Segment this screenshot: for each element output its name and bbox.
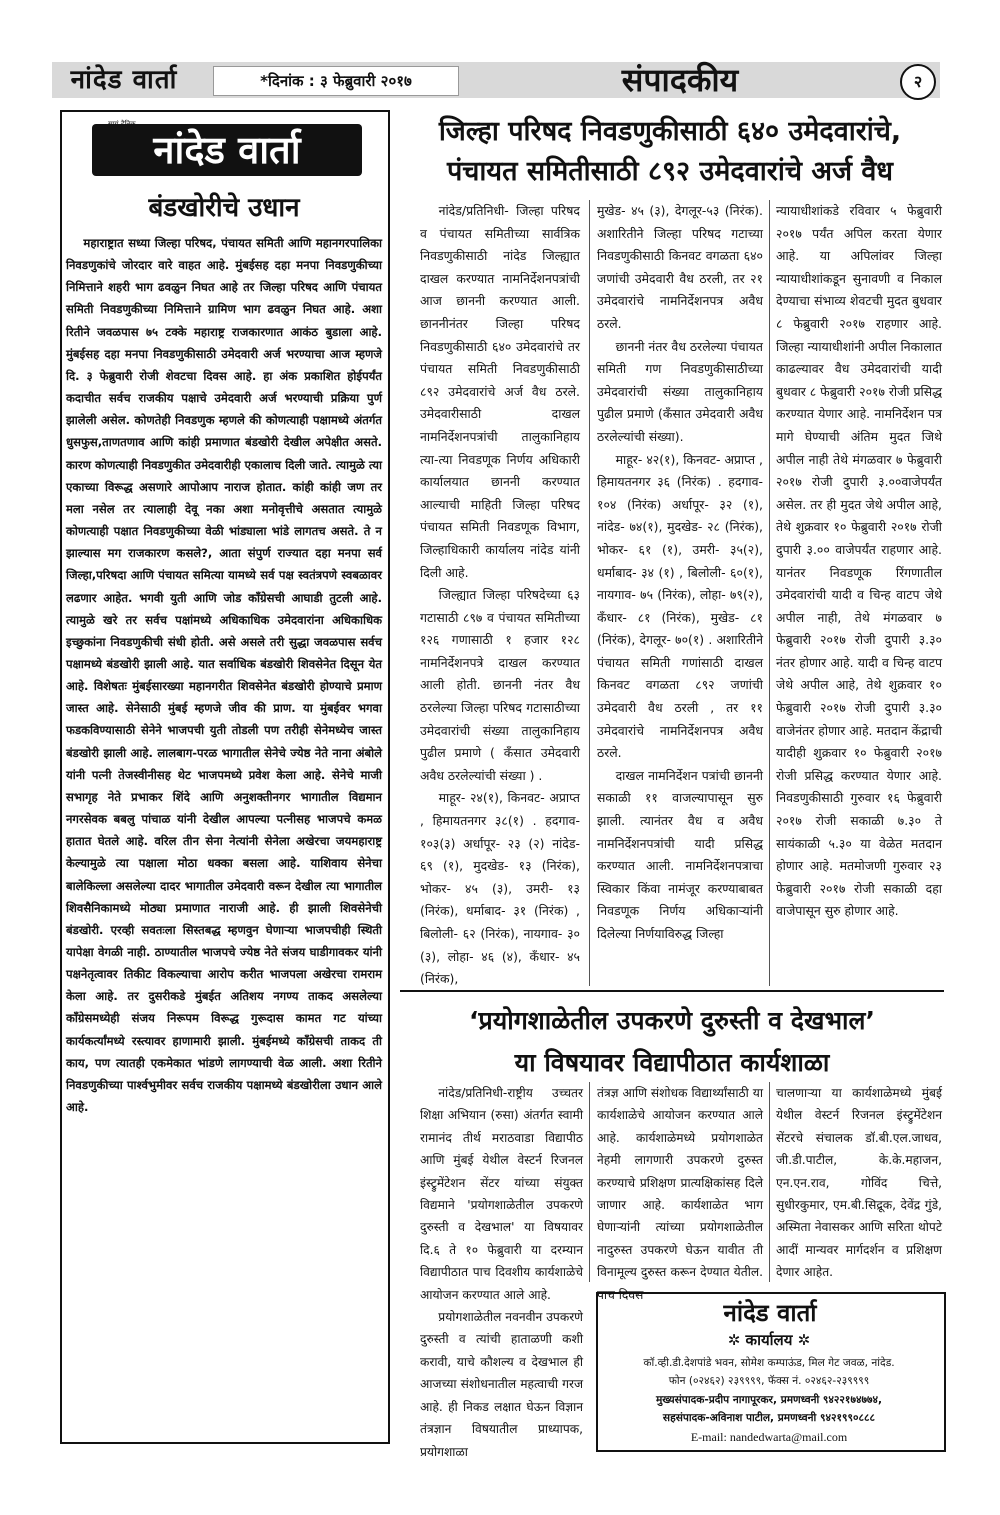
story2-headline-line2: या विषयावर विद्यापीठात कार्यशाळा — [514, 1048, 830, 1077]
section-title: संपादकीय — [621, 61, 739, 99]
office-email[interactable]: E-mail: nandedwarta@mail.com — [690, 1429, 848, 1444]
story1-paragraph: माहूर- ४२(१), किनवट- अप्राप्त , हिमायतनगर ३६ (निरंक) . हदगाव- १०४ (निरंक) अर्धापूर- ३२ (१), नांदेड- ७४(१), मुदखेड- २८ (निरंक), भोकर- ६१ (१), उमरी- ३५(२), धर्माबाद- ३४ (१) , बिलोली- ६०(१), नायगाव- ७५ (निरंक), लोहा- ७९(२), कँधार- ८१ (निरंक), मुखेड- ८१ (निरंक), देगलूर- ७०(१) . अशारितीने पंचायत समिती गणांसाठी दाखल किनवट वगळता ८९२ जणांची उमेदवारी वैध ठरली , तर ११ उमेदवारांचे नामनिर्देशनपत्र अवैध ठरले. — [597, 451, 763, 761]
column-divider — [589, 200, 590, 986]
story1-paragraph: दाखल नामनिर्देशन पत्रांची छाननी सकाळी ११ वाजल्यापासून सुरु झाली. त्यानंतर वैध व अवैध नामनिर्देशनपत्रांची यादी प्रसिद्ध करण्यात आली. नामनिर्देशनपत्राचा स्विकार किंवा नामंजूर करण्याबाबत निवडणूक निर्णय अधिकाऱ्यांनी दिलेल्या निर्णयाविरुद्ध जिल्हा — [597, 767, 763, 941]
story1-paragraph: न्यायाधीशांकडे रविवार ५ फेब्रुवारी २०१७ पर्यंत अपिल करता येणार आहे. या अपिलांवर जिल्हा न्यायाधीशांकडून सुनावणी व निकाल देण्याचा संभाव्य शेवटची मुदत बुधवार ८ फेब्रुवारी २०१७ राहणार आहे. जिल्हा न्यायाधीशांनी अपील निकालात काढल्यावर वैध उमेदवारांची यादी बुधवार ८ फेब्रुवारी २०१७ रोजी प्रसिद्ध करण्यात येणार आहे. नामनिर्देशन पत्र मागे घेण्याची अंतिम मुदत जिथे अपील नाही तेथे मंगळवार ७ फेब्रुवारी २०१७ रोजी दुपारी ३.००वाजेपर्यंत असेल. तर ही मुदत जेथे अपील आहे, तेथे शुक्रवार १० फेब्रुवारी २०१७ रोजी दुपारी ३.०० वाजेपर्यंत राहणार आहे. यानंतर निवडणूक रिंगणातील उमेदवारांची यादी व चिन्ह वाटप जेथे अपील नाही, तेथे मंगळवार ७ फेब्रुवारी २०१७ रोजी दुपारी ३.३० नंतर होणार आहे. यादी व चिन्ह वाटप जेथे अपील आहे, तेथे शुक्रवार १० फेब्रुवारी २०१७ रोजी दुपारी ३.३० वाजेनंतर होणार आहे. मतदान केंद्राची यादीही शुक्रवार १० फेब्रुवारी २०१७ रोजी प्रसिद्ध करण्यात येणार आहे. निवडणुकीसाठी गुरुवार १६ फेब्रुवारी २०१७ रोजी सकाळी ७.३० ते सायंकाळी ५.३० या वेळेत मतदान होणार आहे. मतमोजणी गुरुवार २३ फेब्रुवारी २०१७ रोजी सकाळी दहा वाजेपासून सुरु होणार आहे. — [776, 203, 942, 919]
story1-paragraph: मुखेड- ४५ (३), देगलूर-५३ (निरंक). अशारितीने जिल्हा परिषद गटाच्या निवडणुकीसाठी किनवट वगळता ६४० जणांची उमेदवारी वैध ठरली, तर २१ उमेदवारांचे नामनिर्देशनपत्र अवैध ठरले. — [597, 203, 763, 331]
story1-column-1 — [420, 200, 580, 987]
story2-paragraph: प्रयोगशाळेतील नवनवीन उपकरणे दुरुस्ती व त्यांची हाताळणी कशी करावी, याचे कौशल्य व देखभाल ही आजच्या संशोधनातील महत्वाची गरज आहे. ही निकड लक्षात घेऊन विज्ञान तंत्रज्ञान विषयातील प्राध्यापक, प्रयोगशाळा — [420, 1310, 583, 1459]
story1-headline-line1: जिल्हा परिषद निवडणुकीसाठी ६४० उमेदवारांचे, — [438, 116, 902, 147]
story1-paragraph: जिल्ह्यात जिल्हा परिषदेच्या ६३ गटासाठी ८९७ व पंचायत समितीच्या १२६ गणासाठी १ हजार १२८ नामनिर्देशनपत्रे दाखल करण्यात आली होती. छाननी नंतर वैध ठरलेल्या जिल्हा परिषद गटासाठीच्या उमेदवारांची संख्या तालुकानिहाय पुढील प्रमाणे ( कँसात उमेदवारी अवैध ठरलेल्यांची संख्या ) . — [420, 587, 580, 783]
story2-paragraph: नांदेड/प्रतिनिधी-राष्ट्रीय उच्चतर शिक्षा अभियान (रुसा) अंतर्गत स्वामी रामानंद तीर्थ मराठवाडा विद्यापीठ आणि मुंबई येथील वेस्टर्न रिजनल इंस्ट्रुमेंटेशन सेंटर यांच्या संयुक्त विद्यमाने 'प्रयोगशाळेतील उपकरणे दुरुस्ती व देखभाल' या विषयावर दि.६ ते १० फेब्रुवारी या दरम्यान विद्यापीठात पाच दिवशीय कार्यशाळेचे आयोजन करण्यात आले आहे. — [420, 1086, 583, 1302]
story2-column-3 — [776, 1082, 942, 1282]
story2-headline-line1: ‘प्रयोगशाळेतील उपकरणे दुरुस्ती व देखभाल’ — [469, 1006, 875, 1035]
story1-headline-line2: पंचायत समितीसाठी ८९२ उमेदवारांचे अर्ज वैध — [446, 156, 894, 187]
office-details — [600, 1354, 938, 1446]
header-masthead: नांदेड वार्ता — [70, 65, 178, 95]
story1-paragraph: नांदेड/प्रतिनिधी- जिल्हा परिषद व पंचायत समितीच्या सार्वत्रिक निवडणुकीसाठी नांदेड जिल्ह्यात दाखल करण्यात नामनिर्देशनपत्रांची आज छाननी करण्यात आली. छाननीनंतर जिल्हा परिषद निवडणुकीसाठी ६४० उमेदवारांचे तर पंचायत समिती निवडणुकीसाठी ८९२ उमेदवारांचे अर्ज वैध ठरले. उमेदवारीसाठी दाखल नामनिर्देशनपत्रांची तालुकानिहाय त्या-त्या निवडणूक निर्णय अधिकारी कार्यालयात छाननी करण्यात आल्याची माहिती जिल्हा परिषद पंचायत समिती निवडणूक विभाग, जिल्हाधिकारी कार्यालय नांदेड यांनी दिली आहे. — [420, 203, 580, 580]
office-chief-editor: मुख्यसंपादक-प्रदीप नागापूरकर, प्रमणध्वनी ९४२२१७४७७४, — [655, 1393, 883, 1406]
story2-column-2 — [597, 1082, 763, 1302]
editorial-text: महाराष्ट्रात सध्या जिल्हा परिषद, पंचायत समिती आणि महानगरपालिका निवडणुकांचे जोरदार वारे वाहत आहे. मुंबईसह दहा मनपा निवडणुकीच्या निमित्ताने शहरी भाग ढवळुन निघत आहे तर जिल्हा परिषद आणि पंचायत समिती निवडणुकीच्या निमित्ताने ग्रामिण भाग ढवळुन निघत आहे. अशा रितीने जवळपास ७५ टक्के महाराष्ट्र राजकारणात आकंठ बुडाला आहे. मुंबईसह दहा मनपा निवडणुकीसाठी उमेदवारी अर्ज भरण्याचा आज म्हणजे दि. ३ फेब्रुवारी रोजी शेवटचा दिवस आहे. हा अंक प्रकाशित होईपर्यंत कदाचीत सर्वच राजकीय पक्षाचे उमेदवारी अर्ज भरण्याची प्रक्रिया पुर्ण झालेली असेल. कोणतेही निवडणुक म्हणले की कोणत्याही पक्षामध्ये अंतर्गत धुसफुस,ताणतणाव आणि कांही प्रमाणात बंडखोरी देखील अपेक्षीत असते. कारण कोणत्याही निवडणुकीत उमेदवारीही एकालाच दिली जाते. त्यामुळे त्या एकाच्या विरूद्ध असणारे आपोआप नाराज होतात. कांही कांही जण तर मला नसेल तर त्यालाही देवू नका अशा मनोवृत्तीचे असतात त्यामुळे कोणत्याही पक्षात निवडणुकीच्या वेळी भांड्याला भांडे लागतच असते. ते न झाल्यास मग राजकारण कसले?, आता संपुर्ण राज्यात दहा मनपा सर्व जिल्हा,परिषदा आणि पंचायत समित्या यामध्ये सर्व पक्ष स्वतंत्रपणे स्वबळावर लढणार आहेत. भगवी युती आणि जोड कॉंग्रेसची आघाडी तुटली आहे. त्यामुळे खरे तर सर्वच पक्षांमध्ये अधिकाधिक उमेदवारांना अधिकाधिक इच्छुकांना निवडणुकीची संधी होती. असे असले तरी सुद्धा जवळपास सर्वच पक्षामध्ये बंडखोरी झाली आहे. यात सर्वाधिक बंडखोरी शिवसेनेत दिसून येत आहे. विशेषतः मुंबईसारख्या महानगरीत शिवसेनेत बंडखोरी होण्याचे प्रमाण जास्त आहे. सेनेसाठी मुंबई म्हणजे जीव की प्राण. या मुंबईवर भगवा फडकविण्यासाठी सेनेने भाजपची युती तोडली पण तरीही सेनेमध्येच जास्त बंडखोरी झाली आहे. लालबाग-परळ भागातील सेनेचे ज्येष्ठ नेते नाना अंबोले यांनी पत्नी तेजस्वीनीसह थेट भाजपमध्ये प्रवेश केला आहे. सेनेचे माजी सभागृह नेते प्रभाकर शिंदे आणि अनुशक्तीनगर भागातील विद्यमान नगरसेवक बबलु पांचाळ यांनी देखील आपल्या पत्नीसह भाजपचे कमळ हातात घेतले आहे. वरिल तीन सेना नेत्यांनी सेनेला अखेरचा जयमहाराष्ट्र केल्यामुळे त्या पक्षाला मोठा धक्का बसला आहे. याशिवाय सेनेचा बालेकिल्ला असलेल्या दादर भागातील उमेदवारी वरून देखील त्या भागातील शिवसैनिकामध्ये मोठ्या प्रमाणात नाराजी आहे. ही झाली शिवसेनेची बंडखोरी. एरव्ही सवतःला सिस्तबद्ध म्हणवुन घेणाऱ्या भाजपचीही स्थिती यापेक्षा वेगळी नाही. ठाण्यातील भाजपचे ज्येष्ठ नेते संजय घाडीगावकर यांनी पक्षनेतृत्वावर तिकीट विकल्याचा आरोप करीत भाजपला अखेरचा रामराम केला आहे. तर दुसरीकडे मुंबईत अतिशय नगण्य ताकद असलेल्या कॉंग्रेसमध्येही संजय निरूपम विरूद्ध गुरूदास कामत गट यांच्या कार्यकर्त्यांमध्ये रस्त्यावर हाणामारी झाली. मुंबईमध्ये कॉंग्रेसची ताकद ती काय, पण त्यातही एकमेकात भांडणे लागण्याची वेळ आली. अशा रितीने निवडणुकीच्या पार्श्वभुमीवर सर्वच राजकीय पक्षामध्ये बंडखोरीला उधान आले आहे. — [66, 236, 382, 1115]
office-co-editor: सहसंपादक-अविनाश पाटील, प्रमणध्वनी ९४२१९९०८८८ — [662, 1412, 876, 1425]
office-phone: फोन (०२४६२) २३९९९९, फॅक्स नं. ०२४६२-२३९९९९ — [668, 1375, 870, 1388]
office-address: कॉ.व्ही.डी.देशपांडे भवन, सोमेश कम्पाऊंड, मिल गेट जवळ, नांदेड. — [643, 1357, 895, 1369]
story1-column-3 — [776, 200, 942, 980]
story-divider — [400, 990, 944, 992]
column-divider — [769, 200, 770, 986]
story2-headline — [400, 1000, 944, 1084]
story2-paragraph: तंत्रज्ञ आणि संशोधक विद्यार्थ्यांसाठी या कार्यशाळेचे आयोजन करण्यात आले आहे. कार्यशाळेमध्ये प्रयोगशाळेत नेहमी लागणारी उपकरणे दुरुस्त करण्याचे प्रशिक्षण प्रात्यक्षिकांसह दिले जाणार आहे. कार्यशाळेत भाग घेणाऱ्यांनी त्यांच्या प्रयोगशाळेतील नादुरुस्त उपकरणे घेऊन यावीत ती विनामूल्य दुरुस्त करून देण्यात येतील. पाच दिवस — [597, 1086, 763, 1302]
page-number: २ — [900, 64, 936, 100]
story1-paragraph: माहूर- २४(१), किनवट- अप्राप्त , हिमायतनगर ३८(१) . हदगाव- १०३(३) अर्धापूर- २३ (२) नांदेड- ६९ (१), मुदखेड- १३ (निरंक), भोकर- ४५ (३), उमरी- १३ (निरंक), धर्माबाद- ३१ (निरंक) , बिलोली- ६२ (निरंक), नायगाव- ३० (३), लोहा- ४६ (४), कँधार- ४५ (निरंक), — [420, 790, 580, 987]
story1-paragraph: छाननी नंतर वैध ठरलेल्या पंचायत समिती गण निवडणुकीसाठीच्या उमेदवारांची संख्या तालुकानिहाय पुढील प्रमाणे (कँसात उमेदवारी अवैध ठरलेल्यांची संख्या). — [597, 338, 763, 444]
header-date: *दिनांक : ३ फेब्रुवारी २०१७ — [213, 66, 459, 96]
editorial-body — [66, 232, 382, 1432]
office-title: ✲ कार्यालय ✲ — [727, 1331, 811, 1349]
editorial-masthead: नांदेड वार्ता — [92, 124, 362, 176]
story1-headline — [400, 112, 940, 192]
editorial-title: बंडखोरीचे उधान — [148, 193, 300, 223]
story1-column-2 — [597, 200, 763, 980]
office-masthead: नांदेड वार्ता — [723, 1299, 817, 1327]
column-divider — [589, 1082, 590, 1282]
story2-column-1 — [420, 1082, 583, 1458]
story2-paragraph: चालणाऱ्या या कार्यशाळेमध्ये मुंबई येथील वेस्टर्न रिजनल इंस्ट्रुमेंटेशन सेंटरचे संचालक डॉ.बी.एल.जाधव, जी.डी.पाटील, के.के.महाजन, एन.एन.राव, गोविंद चित्ते, सुधीरकुमार, एम.बी.सिद्रूक, देवेंद्र गुंडे, अस्मिता नेवासकर आणि सरिता थोपटे आदीं मान्यवर मार्गदर्शन व प्रशिक्षण देणार आहेत. — [776, 1086, 942, 1280]
column-divider — [769, 1082, 770, 1282]
